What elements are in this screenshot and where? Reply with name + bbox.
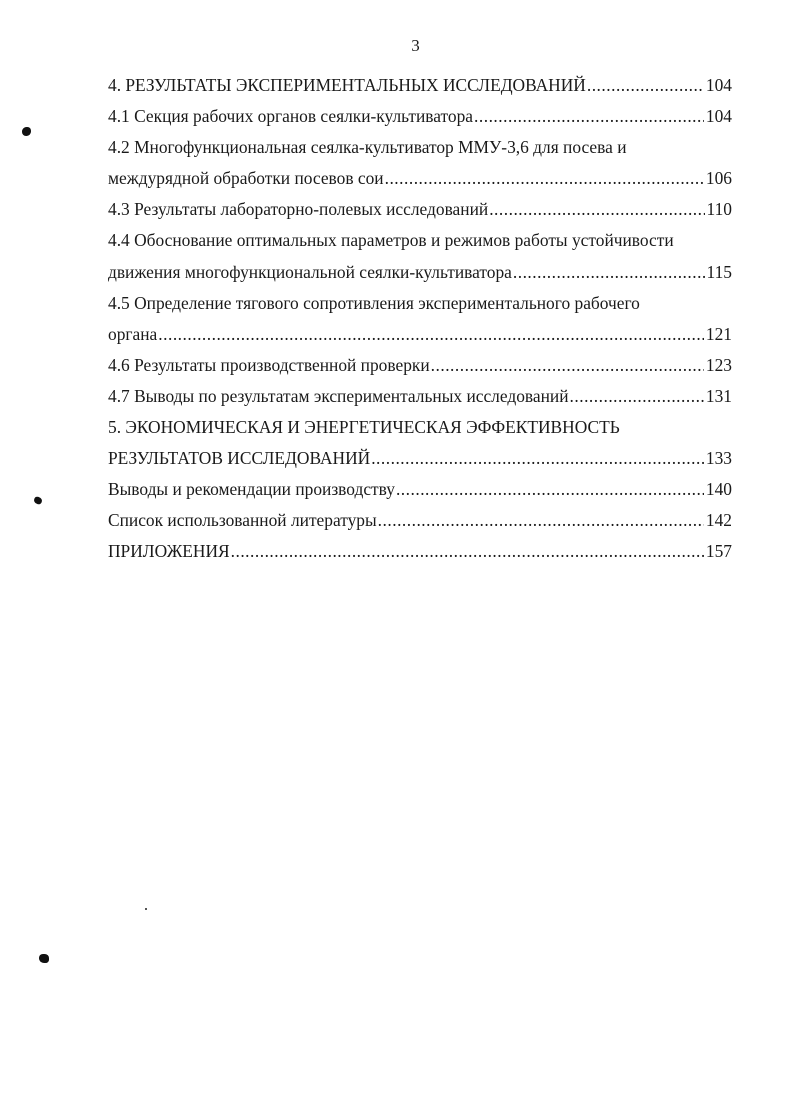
toc-entry bbox=[108, 70, 732, 101]
dot-leader bbox=[396, 474, 704, 505]
toc-entry-title: движения многофункциональной сеялки-культиватора bbox=[108, 261, 512, 282]
toc-entry-page: 106 bbox=[705, 168, 732, 189]
toc-entry bbox=[108, 319, 732, 350]
toc-entry-title: 4.1 Секция рабочих органов сеялки-культиватора bbox=[108, 106, 474, 127]
toc-entry bbox=[108, 101, 732, 132]
toc-entry-page: 157 bbox=[705, 541, 732, 562]
punch-hole-mark bbox=[39, 954, 49, 963]
toc-entry-title: 4.4 Обоснование оптимальных параметров и режимов работы устойчивости bbox=[108, 230, 674, 251]
scan-speck bbox=[145, 908, 147, 910]
toc-entry-title: ПРИЛОЖЕНИЯ bbox=[108, 541, 230, 562]
toc-entry-title: Выводы и рекомендации производству bbox=[108, 479, 395, 500]
dot-leader bbox=[474, 101, 704, 132]
toc-entry-page: 121 bbox=[705, 323, 732, 344]
dot-leader bbox=[231, 536, 704, 567]
toc-entry-title: 4.2 Многофункциональная сеялка-культиватор ММУ-3,6 для посева и bbox=[108, 137, 627, 158]
toc-entry-page: 110 bbox=[706, 199, 732, 220]
toc-entry-page: 104 bbox=[705, 106, 732, 127]
toc-entry-page: 133 bbox=[705, 448, 732, 469]
toc-entry-continued bbox=[108, 288, 732, 319]
toc-entry-page: 104 bbox=[705, 75, 732, 95]
toc-entry-page: 115 bbox=[706, 261, 732, 282]
toc-entry-title: 4.6 Результаты производственной проверки bbox=[108, 354, 430, 375]
dot-leader bbox=[489, 194, 704, 225]
toc-entry bbox=[108, 381, 732, 412]
dot-leader bbox=[513, 257, 705, 288]
toc-entry-continued bbox=[108, 412, 732, 443]
toc-entry bbox=[108, 163, 732, 194]
dot-leader bbox=[570, 381, 704, 412]
toc-entry-title: 4.3 Результаты лабораторно-полевых исследований bbox=[108, 199, 489, 220]
toc-entry-title: органа bbox=[108, 323, 158, 344]
dot-leader bbox=[587, 70, 704, 101]
toc-entry-page: 140 bbox=[705, 479, 732, 500]
toc-entry bbox=[108, 350, 732, 381]
toc-entry-page: 142 bbox=[705, 510, 732, 531]
punch-hole-mark bbox=[22, 127, 31, 136]
dot-leader bbox=[378, 505, 704, 536]
toc-entry bbox=[108, 443, 732, 474]
toc-entry-title: 5. ЭКОНОМИЧЕСКАЯ И ЭНЕРГЕТИЧЕСКАЯ ЭФФЕКТИВНОСТЬ bbox=[108, 417, 620, 438]
toc-entry bbox=[108, 194, 732, 225]
toc-entry-title: 4.5 Определение тягового сопротивления экспериментального рабочего bbox=[108, 292, 640, 313]
table-of-contents bbox=[108, 70, 732, 568]
toc-entry-page: 131 bbox=[705, 385, 732, 406]
toc-entry bbox=[108, 257, 732, 288]
toc-entry-title: 4. РЕЗУЛЬТАТЫ ЭКСПЕРИМЕНТАЛЬНЫХ ИССЛЕДОВАНИЙ bbox=[108, 75, 586, 95]
toc-entry-page: 123 bbox=[705, 354, 732, 375]
toc-entry-title: РЕЗУЛЬТАТОВ ИССЛЕДОВАНИЙ bbox=[108, 448, 371, 469]
dot-leader bbox=[431, 350, 704, 381]
toc-entry-title: 4.7 Выводы по результатам экспериментальных исследований bbox=[108, 385, 569, 406]
toc-entry-continued bbox=[108, 225, 732, 256]
punch-hole-mark bbox=[33, 496, 43, 505]
toc-entry bbox=[108, 505, 732, 536]
toc-entry bbox=[108, 536, 732, 567]
toc-entry bbox=[108, 474, 732, 505]
toc-entry-title: междурядной обработки посевов сои bbox=[108, 168, 384, 189]
page-number: 3 bbox=[411, 36, 420, 55]
dot-leader bbox=[385, 163, 704, 194]
toc-entry-title: Список использованной литературы bbox=[108, 510, 377, 531]
dot-leader bbox=[158, 319, 704, 350]
dot-leader bbox=[371, 443, 704, 474]
toc-entry-continued bbox=[108, 132, 732, 163]
